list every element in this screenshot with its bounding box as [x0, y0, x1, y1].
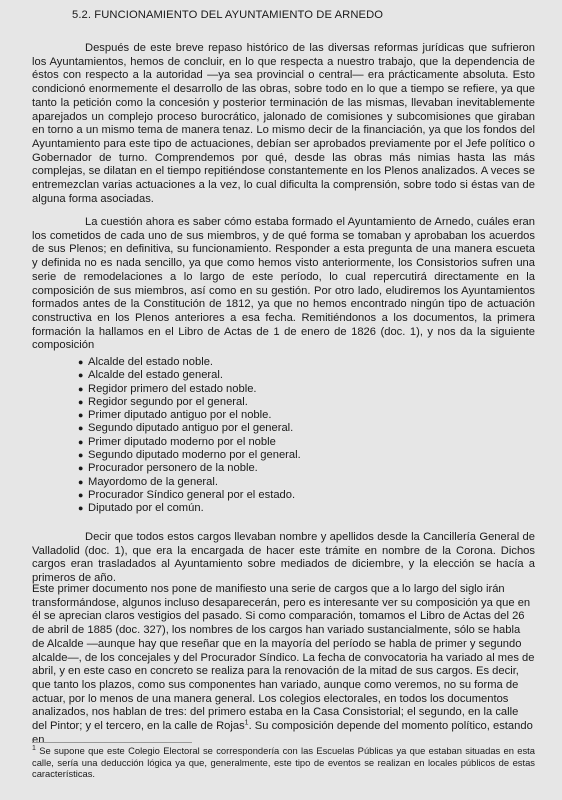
section-number: 5.2.	[72, 9, 92, 21]
paragraph-4-text: Este primer documento nos pone de manifiesto una serie de cargos que a lo largo del siglo irán transformándose, algunos incluso desaparecerán, pero es interesante ver su composición ya que en él se aprecian claros vestigios del pasado. Si como comparación, tomamos el Libro de Actas del 26 de abril de 1885 (doc. 327), los nombres de los cargos han variado sustancialmente, sólo se habla de Alcalde —aunque hay que reseñar que en la mayoría del período se habla de primer y segundo alcalde—, de los concejales y del Procurador Síndico. La fecha de convocatoria ha variado al mes de abril, y en este caso en concreto se realiza para la renovación de la mitad de sus cargos. Es decir, que tanto los plazos, como sus componentes han variado, aunque como veremos, no su forma de actuar, por lo menos de una manera general. Los colegios electorales, en todos los documentos analizados, nos hablan de tres: del primero estaba en la Casa Consistorial; el segundo, en la calle del Pintor; y el tercero, en la calle de Rojas	[32, 583, 535, 733]
list-item: ● Procurador Síndico general por el estado.	[78, 488, 296, 501]
list-item: ● Regidor primero del estado noble.	[78, 382, 257, 395]
list-item: ● Diputado por el común.	[78, 502, 204, 515]
bullet-icon: ●	[78, 436, 84, 447]
paragraph-3-text: Decir que todos estos cargos llevaban nombre y apellidos desde la Cancillería General de Valladolid (doc. 1), que era la encargada de hacer este trámite en nombre de la Corona. Dichos cargos eran trasladados al Ayuntamiento sobre mediados de diciembre, y la elección se hacía a primeros de año.	[32, 531, 535, 585]
bullet-icon: ●	[78, 476, 84, 487]
list-item: ● Segundo diputado antiguo por el general.	[78, 422, 294, 435]
section-title: FUNCIONAMIENTO DEL AYUNTAMIENTO DE ARNEDO	[94, 9, 384, 21]
bullet-icon: ●	[78, 383, 84, 394]
paragraph-4	[32, 583, 535, 747]
footnote	[32, 745, 535, 780]
bullet-icon: ●	[78, 410, 84, 421]
paragraph-2	[32, 216, 535, 353]
footnote-text: Se supone que este Colegio Electoral se correspondería con las Escuelas Públicas ya que estaban situadas en esta calle, sería una deducción lógica ya que, generalmente, este tipo de eventos se realizan en locales públicos de estas características.	[32, 745, 536, 780]
bullet-icon: ●	[78, 503, 84, 514]
footnote-reference[interactable]: 1	[244, 719, 249, 727]
bullet-icon: ●	[78, 423, 84, 434]
footnote-divider	[32, 742, 192, 743]
bullet-icon: ●	[78, 357, 84, 367]
list-item: ● Segundo diputado moderno por el general.	[78, 449, 301, 462]
list-item: ● Alcalde del estado noble.	[78, 356, 214, 368]
paragraph-1-text: Después de este breve repaso histórico de las diversas reformas jurídicas que sufrieron los Ayuntamientos, hemos de concluir, en lo que respecta a nuestro trabajo, que la dependencia de éstos con respecto a la autoridad —ya sea provincial o central— era prácticamente absoluta. Esto condicionó enormemente el desarrollo de las obras, sobre todo en lo que a tiempo se refiere, ya que tanto la petición como la concesión y posterior terminación de las mismas, llevaban inevitablemente aparejados un complejo proceso burocrático, jalonado de comisiones y subcomisiones que giraban en torno a un mismo tema de manera tenaz. Lo mismo decir de la financiación, ya que los fondos del Ayuntamiento para este tipo de actuaciones, debían ser aprobados previamente por el Jefe político o Gobernador de turno. Comprendemos por qué, desde las obras más nimias hasta las más complejas, se dilatan en el tiempo repitiéndose constantemente en los Plenos analizados. A veces se entremezclan varias actuaciones a la vez, lo cual dificulta la comprensión, sobre todo si éstas van de alguna forma asociadas.	[32, 42, 535, 205]
footnote-marker: 1	[32, 744, 36, 752]
list-item: ● Procurador personero de la noble.	[78, 462, 258, 475]
bullet-icon: ●	[78, 450, 84, 461]
list-item: ● Alcalde del estado general.	[78, 369, 223, 382]
paragraph-1	[32, 42, 535, 206]
list-item: ● Mayordomo de la general.	[78, 475, 218, 488]
bullet-icon: ●	[78, 396, 84, 407]
bullet-icon: ●	[78, 463, 84, 474]
section-heading	[72, 8, 383, 22]
paragraph-4-tail: . Su composición depende del momento político, estando en	[32, 720, 533, 746]
list-item: ● Primer diputado moderno por el noble	[78, 435, 276, 448]
list-item: ● Regidor segundo por el general.	[78, 395, 248, 408]
bullet-icon: ●	[78, 489, 84, 500]
paragraph-2-text: La cuestión ahora es saber cómo estaba formado el Ayuntamiento de Arnedo, cuáles eran los cometidos de cada uno de sus miembros, y de qué forma se tomaban y aprobaban los acuerdos de sus Plenos; en definitiva, su funcionamiento. Responder a esta pregunta de una manera escueta y definida no es nada sencillo, ya que como hemos visto anteriormente, los Consistorios sufren una serie de remodelaciones a lo largo de este período, lo cual repercutirá directamente en la composición de sus miembros, así como en su gestión. Por otro lado, eludiremos los Ayuntamientos formados antes de la Constitución de 1812, ya que no hemos encontrado ningún tipo de actuación constructiva en los Plenos anteriores a esa fecha. Remitiéndonos a los documentos, la primera formación la hallamos en el Libro de Actas de 1 de enero de 1826 (doc. 1), y nos da la siguiente composición	[32, 216, 535, 352]
list-item: ● Primer diputado antiguo por el noble.	[78, 409, 272, 422]
paragraph-3	[32, 531, 535, 586]
bullet-icon: ●	[78, 370, 84, 381]
composition-list	[64, 356, 504, 516]
